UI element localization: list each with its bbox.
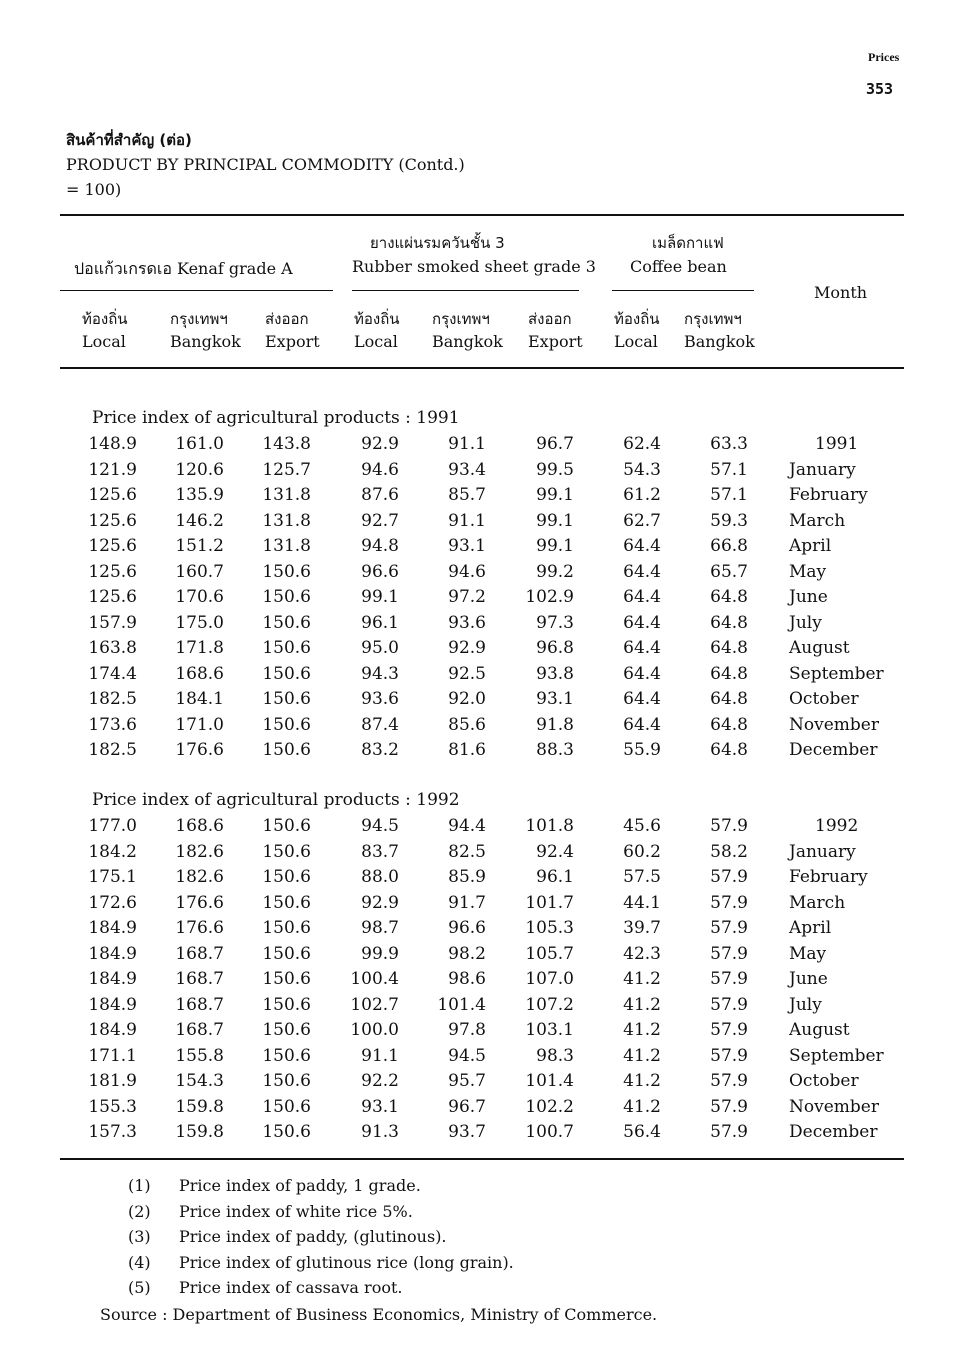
group-header-kenaf: ปอแก้วเกรดเอ Kenaf grade A	[74, 259, 293, 278]
footnote-text: Price index of glutinous rice (long grain).	[179, 1253, 514, 1272]
table-cell: 93.4	[448, 460, 486, 480]
table-cell: 170.6	[175, 587, 224, 607]
row-label-month: January	[789, 460, 856, 480]
table-cell: 57.9	[710, 969, 748, 989]
table-cell: 87.4	[361, 715, 399, 735]
table-cell: 184.1	[175, 689, 224, 709]
table-cell: 101.8	[525, 816, 574, 836]
footnote-text: Price index of paddy, (glutinous).	[179, 1227, 447, 1246]
page-title: PRODUCT BY PRINCIPAL COMMODITY (Contd.)	[66, 155, 465, 174]
table-cell: 176.6	[175, 918, 224, 938]
table-cell: 57.9	[710, 918, 748, 938]
group-rule-kenaf	[60, 290, 333, 291]
group-rule-rubber	[352, 290, 579, 291]
table-cell: 94.3	[361, 664, 399, 684]
sub-header-thai: ท้องถิ่น	[614, 310, 660, 328]
sub-header-label: Local	[354, 332, 398, 351]
row-label-month: October	[789, 1071, 859, 1091]
table-cell: 102.2	[525, 1097, 574, 1117]
group-rule-coffee	[612, 290, 754, 291]
table-cell: 95.0	[361, 638, 399, 658]
row-label-month: January	[789, 842, 856, 862]
table-cell: 92.7	[361, 511, 399, 531]
row-label-month: February	[789, 867, 868, 887]
table-cell: 150.6	[262, 1020, 311, 1040]
table-cell: 107.2	[525, 995, 574, 1015]
table-cell: 99.1	[536, 536, 574, 556]
table-cell: 41.2	[623, 1020, 661, 1040]
table-cell: 168.7	[175, 1020, 224, 1040]
table-cell: 98.7	[361, 918, 399, 938]
table-cell: 97.8	[448, 1020, 486, 1040]
table-cell: 171.1	[88, 1046, 137, 1066]
table-cell: 168.7	[175, 944, 224, 964]
table-cell: 85.9	[448, 867, 486, 887]
table-cell: 176.6	[175, 740, 224, 760]
table-cell: 125.6	[88, 536, 137, 556]
table-cell: 64.4	[623, 715, 661, 735]
table-cell: 100.4	[350, 969, 399, 989]
row-label-month: December	[789, 1122, 878, 1142]
group-header-rubber-thai: ยางแผ่นรมควันชั้น 3	[370, 234, 505, 252]
table-cell: 64.8	[710, 638, 748, 658]
table-cell: 150.6	[262, 1046, 311, 1066]
table-cell: 92.4	[536, 842, 574, 862]
table-cell: 94.8	[361, 536, 399, 556]
row-label-month: April	[789, 918, 832, 938]
table-cell: 60.2	[623, 842, 661, 862]
table-cell: 131.8	[262, 536, 311, 556]
table-cell: 96.1	[536, 867, 574, 887]
table-cell: 177.0	[88, 816, 137, 836]
table-cell: 150.6	[262, 613, 311, 633]
table-cell: 94.5	[448, 1046, 486, 1066]
table-cell: 88.0	[361, 867, 399, 887]
table-cell: 64.4	[623, 664, 661, 684]
table-cell: 163.8	[88, 638, 137, 658]
sub-header-label: Local	[82, 332, 126, 351]
table-cell: 57.9	[710, 944, 748, 964]
table-cell: 150.6	[262, 918, 311, 938]
table-cell: 184.9	[88, 1020, 137, 1040]
table-cell: 168.6	[175, 664, 224, 684]
table-cell: 182.6	[175, 842, 224, 862]
table-cell: 59.3	[710, 511, 748, 531]
footnote-text: Price index of cassava root.	[179, 1278, 403, 1297]
table-cell: 98.2	[448, 944, 486, 964]
table-cell: 57.5	[623, 867, 661, 887]
table-cell: 96.6	[448, 918, 486, 938]
table-cell: 92.2	[361, 1071, 399, 1091]
table-cell: 82.5	[448, 842, 486, 862]
table-cell: 64.4	[623, 562, 661, 582]
table-cell: 96.7	[536, 434, 574, 454]
table-cell: 92.5	[448, 664, 486, 684]
table-cell: 175.0	[175, 613, 224, 633]
table-cell: 44.1	[623, 893, 661, 913]
table-cell: 57.9	[710, 1046, 748, 1066]
table-cell: 58.2	[710, 842, 748, 862]
table-cell: 150.6	[262, 1071, 311, 1091]
table-cell: 96.8	[536, 638, 574, 658]
sub-header-label: Export	[265, 332, 320, 351]
row-label-month: October	[789, 689, 859, 709]
table-cell: 62.4	[623, 434, 661, 454]
table-cell: 92.9	[448, 638, 486, 658]
table-cell: 93.8	[536, 664, 574, 684]
row-label-month: February	[789, 485, 868, 505]
table-cell: 125.6	[88, 511, 137, 531]
table-cell: 150.6	[262, 740, 311, 760]
table-cell: 157.9	[88, 613, 137, 633]
table-cell: 125.6	[88, 485, 137, 505]
table-cell: 150.6	[262, 816, 311, 836]
table-cell: 168.7	[175, 969, 224, 989]
table-cell: 176.6	[175, 893, 224, 913]
table-cell: 143.8	[262, 434, 311, 454]
table-cell: 41.2	[623, 1071, 661, 1091]
row-label-month: July	[789, 995, 822, 1015]
table-cell: 91.1	[361, 1046, 399, 1066]
table-cell: 93.1	[448, 536, 486, 556]
table-cell: 39.7	[623, 918, 661, 938]
table-cell: 184.2	[88, 842, 137, 862]
header-bottom-rule	[60, 367, 904, 369]
table-cell: 101.7	[525, 893, 574, 913]
sub-header-label: Local	[614, 332, 658, 351]
table-cell: 155.8	[175, 1046, 224, 1066]
sub-header-thai: กรุงเทพฯ	[170, 310, 228, 328]
row-label-month: June	[789, 969, 828, 989]
table-cell: 93.1	[361, 1097, 399, 1117]
sub-header-thai: ท้องถิ่น	[82, 310, 128, 328]
table-cell: 168.7	[175, 995, 224, 1015]
table-cell: 172.6	[88, 893, 137, 913]
row-label-month: August	[789, 1020, 850, 1040]
base-note: = 100)	[66, 180, 122, 199]
table-cell: 94.4	[448, 816, 486, 836]
row-label-month: November	[789, 1097, 879, 1117]
table-cell: 45.6	[623, 816, 661, 836]
table-cell: 168.6	[175, 816, 224, 836]
table-cell: 150.6	[262, 969, 311, 989]
table-cell: 64.4	[623, 613, 661, 633]
row-label-month: July	[789, 613, 822, 633]
table-cell: 105.7	[525, 944, 574, 964]
table-cell: 64.8	[710, 613, 748, 633]
table-cell: 150.6	[262, 867, 311, 887]
table-cell: 173.6	[88, 715, 137, 735]
table-cell: 135.9	[175, 485, 224, 505]
table-top-rule	[60, 214, 904, 216]
table-cell: 96.1	[361, 613, 399, 633]
table-cell: 99.1	[361, 587, 399, 607]
table-cell: 64.8	[710, 715, 748, 735]
table-cell: 87.6	[361, 485, 399, 505]
table-cell: 64.4	[623, 689, 661, 709]
table-bottom-rule	[60, 1158, 904, 1160]
section-title-1992: Price index of agricultural products : 1992	[92, 790, 460, 810]
table-cell: 64.8	[710, 664, 748, 684]
sub-header-thai: กรุงเทพฯ	[432, 310, 490, 328]
footnote-text: Price index of white rice 5%.	[179, 1202, 413, 1221]
page-number: 353	[866, 80, 894, 98]
table-cell: 57.1	[710, 485, 748, 505]
group-header-coffee-thai: เมล็ดกาแฟ	[652, 234, 724, 252]
table-cell: 88.3	[536, 740, 574, 760]
table-cell: 148.9	[88, 434, 137, 454]
table-cell: 55.9	[623, 740, 661, 760]
table-cell: 99.1	[536, 485, 574, 505]
sub-header-label: Bangkok	[170, 332, 241, 351]
table-cell: 150.6	[262, 842, 311, 862]
table-cell: 57.9	[710, 867, 748, 887]
table-cell: 99.9	[361, 944, 399, 964]
table-cell: 101.4	[437, 995, 486, 1015]
table-cell: 160.7	[175, 562, 224, 582]
row-label-month: April	[789, 536, 832, 556]
table-cell: 64.4	[623, 638, 661, 658]
table-cell: 146.2	[175, 511, 224, 531]
table-cell: 103.1	[525, 1020, 574, 1040]
row-label-month: May	[789, 944, 827, 964]
table-cell: 151.2	[175, 536, 224, 556]
table-cell: 121.9	[88, 460, 137, 480]
table-cell: 154.3	[175, 1071, 224, 1091]
row-label-year: 1991	[815, 434, 859, 454]
row-label-month: December	[789, 740, 878, 760]
row-label-month: November	[789, 715, 879, 735]
table-cell: 131.8	[262, 511, 311, 531]
table-cell: 98.3	[536, 1046, 574, 1066]
table-cell: 83.7	[361, 842, 399, 862]
table-cell: 57.9	[710, 1097, 748, 1117]
table-cell: 94.6	[361, 460, 399, 480]
table-cell: 159.8	[175, 1122, 224, 1142]
row-label-month: August	[789, 638, 850, 658]
table-cell: 93.1	[536, 689, 574, 709]
table-cell: 64.8	[710, 689, 748, 709]
table-cell: 159.8	[175, 1097, 224, 1117]
table-cell: 66.8	[710, 536, 748, 556]
sub-header-thai: ท้องถิ่น	[354, 310, 400, 328]
table-cell: 102.9	[525, 587, 574, 607]
table-cell: 150.6	[262, 562, 311, 582]
table-cell: 42.3	[623, 944, 661, 964]
table-cell: 182.5	[88, 740, 137, 760]
table-cell: 171.0	[175, 715, 224, 735]
table-cell: 57.9	[710, 1122, 748, 1142]
row-label-month: September	[789, 664, 884, 684]
month-header: Month	[814, 283, 868, 302]
table-cell: 150.6	[262, 587, 311, 607]
table-cell: 184.9	[88, 969, 137, 989]
table-cell: 85.7	[448, 485, 486, 505]
table-cell: 105.3	[525, 918, 574, 938]
table-cell: 92.9	[361, 434, 399, 454]
table-cell: 61.2	[623, 485, 661, 505]
table-cell: 91.7	[448, 893, 486, 913]
table-cell: 54.3	[623, 460, 661, 480]
table-cell: 64.8	[710, 740, 748, 760]
table-cell: 91.1	[448, 434, 486, 454]
group-header-coffee: Coffee bean	[630, 257, 727, 276]
table-cell: 93.7	[448, 1122, 486, 1142]
table-cell: 184.9	[88, 944, 137, 964]
row-label-month: June	[789, 587, 828, 607]
footnote-mark: (4)	[128, 1253, 151, 1272]
table-cell: 97.3	[536, 613, 574, 633]
table-cell: 41.2	[623, 995, 661, 1015]
table-cell: 91.3	[361, 1122, 399, 1142]
group-header-rubber: Rubber smoked sheet grade 3	[352, 257, 596, 276]
table-cell: 92.0	[448, 689, 486, 709]
table-cell: 150.6	[262, 638, 311, 658]
row-label-month: May	[789, 562, 827, 582]
table-cell: 57.9	[710, 893, 748, 913]
source-note: Source : Department of Business Economics, Ministry of Commerce.	[100, 1305, 658, 1324]
row-label-month: September	[789, 1046, 884, 1066]
table-cell: 85.6	[448, 715, 486, 735]
table-cell: 184.9	[88, 918, 137, 938]
sub-header-label: Bangkok	[432, 332, 503, 351]
sub-header-label: Bangkok	[684, 332, 755, 351]
table-cell: 102.7	[350, 995, 399, 1015]
table-cell: 99.5	[536, 460, 574, 480]
table-cell: 92.9	[361, 893, 399, 913]
table-cell: 95.7	[448, 1071, 486, 1091]
sub-header-thai: ส่งออก	[265, 310, 309, 328]
running-header: Prices	[868, 50, 900, 64]
table-cell: 99.2	[536, 562, 574, 582]
table-cell: 96.6	[361, 562, 399, 582]
table-cell: 125.7	[262, 460, 311, 480]
table-cell: 94.6	[448, 562, 486, 582]
section-title-1991: Price index of agricultural products : 1991	[92, 408, 460, 428]
table-cell: 57.1	[710, 460, 748, 480]
footnote-text: Price index of paddy, 1 grade.	[179, 1176, 421, 1195]
table-cell: 93.6	[361, 689, 399, 709]
table-cell: 157.3	[88, 1122, 137, 1142]
title-thai: สินค้าที่สำคัญ (ต่อ)	[66, 131, 192, 149]
table-cell: 93.6	[448, 613, 486, 633]
sub-header-thai: กรุงเทพฯ	[684, 310, 742, 328]
table-cell: 150.6	[262, 715, 311, 735]
sub-header-thai: ส่งออก	[528, 310, 572, 328]
table-cell: 150.6	[262, 995, 311, 1015]
table-cell: 56.4	[623, 1122, 661, 1142]
table-cell: 182.6	[175, 867, 224, 887]
table-cell: 174.4	[88, 664, 137, 684]
table-cell: 120.6	[175, 460, 224, 480]
table-cell: 150.6	[262, 944, 311, 964]
table-cell: 63.3	[710, 434, 748, 454]
footnote-mark: (3)	[128, 1227, 151, 1246]
table-cell: 150.6	[262, 1097, 311, 1117]
footnote-mark: (1)	[128, 1176, 151, 1195]
table-cell: 97.2	[448, 587, 486, 607]
table-cell: 171.8	[175, 638, 224, 658]
table-cell: 175.1	[88, 867, 137, 887]
table-cell: 57.9	[710, 1020, 748, 1040]
table-cell: 98.6	[448, 969, 486, 989]
table-cell: 57.9	[710, 1071, 748, 1091]
table-cell: 150.6	[262, 664, 311, 684]
footnote-mark: (5)	[128, 1278, 151, 1297]
table-cell: 155.3	[88, 1097, 137, 1117]
table-cell: 100.0	[350, 1020, 399, 1040]
table-cell: 101.4	[525, 1071, 574, 1091]
table-cell: 125.6	[88, 562, 137, 582]
table-cell: 150.6	[262, 893, 311, 913]
table-cell: 125.6	[88, 587, 137, 607]
row-label-month: March	[789, 893, 846, 913]
sub-header-label: Export	[528, 332, 583, 351]
table-cell: 94.5	[361, 816, 399, 836]
table-cell: 107.0	[525, 969, 574, 989]
table-cell: 150.6	[262, 689, 311, 709]
table-cell: 131.8	[262, 485, 311, 505]
table-cell: 41.2	[623, 1097, 661, 1117]
table-cell: 57.9	[710, 816, 748, 836]
table-cell: 91.8	[536, 715, 574, 735]
table-cell: 62.7	[623, 511, 661, 531]
table-cell: 184.9	[88, 995, 137, 1015]
table-cell: 64.8	[710, 587, 748, 607]
table-cell: 99.1	[536, 511, 574, 531]
table-cell: 64.4	[623, 587, 661, 607]
row-label-year: 1992	[815, 816, 859, 836]
table-cell: 83.2	[361, 740, 399, 760]
table-cell: 161.0	[175, 434, 224, 454]
table-cell: 41.2	[623, 1046, 661, 1066]
table-cell: 91.1	[448, 511, 486, 531]
table-cell: 96.7	[448, 1097, 486, 1117]
table-cell: 182.5	[88, 689, 137, 709]
table-cell: 81.6	[448, 740, 486, 760]
table-cell: 64.4	[623, 536, 661, 556]
table-cell: 100.7	[525, 1122, 574, 1142]
footnote-mark: (2)	[128, 1202, 151, 1221]
table-cell: 150.6	[262, 1122, 311, 1142]
table-cell: 65.7	[710, 562, 748, 582]
table-cell: 41.2	[623, 969, 661, 989]
row-label-month: March	[789, 511, 846, 531]
table-cell: 181.9	[88, 1071, 137, 1091]
table-cell: 57.9	[710, 995, 748, 1015]
